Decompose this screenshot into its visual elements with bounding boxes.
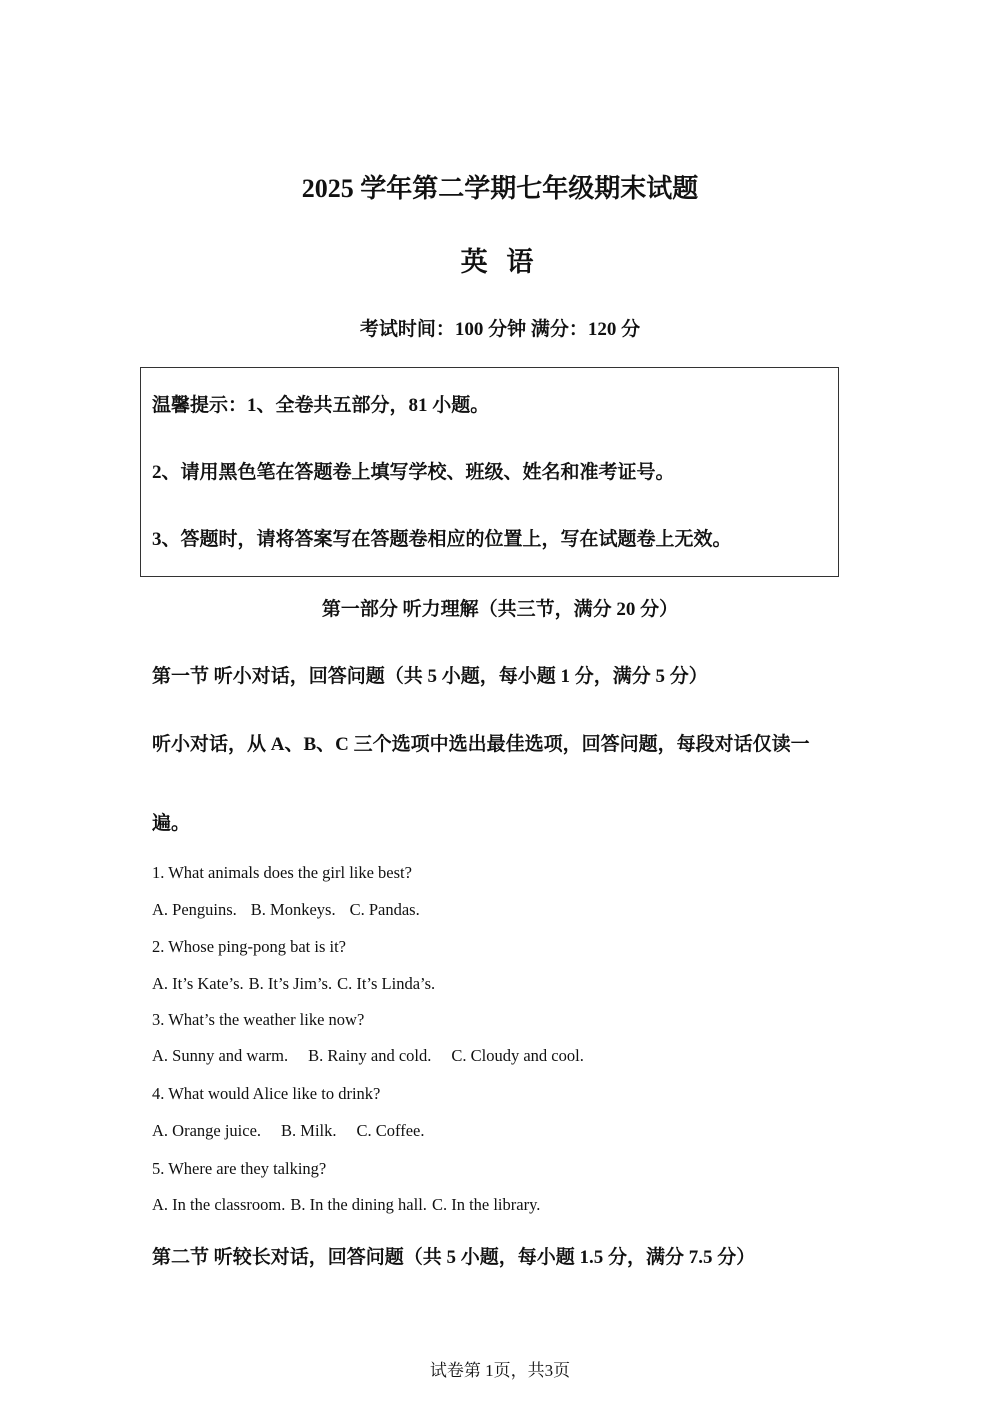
option-a: A. Penguins. (152, 900, 237, 919)
section-1-instruction: 听小对话，从 A、B、C 三个选项中选出最佳选项，回答问题，每段对话仅读一 (152, 734, 810, 755)
question-stem: 3. What’s the weather like now? (152, 1010, 365, 1029)
notice-line-2: 2、请用黑色笔在答题卷上填写学校、班级、姓名和准考证号。 (152, 462, 675, 483)
question-stem: 5. Where are they talking? (152, 1159, 327, 1178)
option-b: B. In the dining hall. (290, 1195, 427, 1214)
option-c: C. It’s Linda’s. (337, 974, 436, 993)
question-options (152, 1121, 425, 1141)
option-a: A. Orange juice. (152, 1121, 262, 1140)
section-2-title: 第二节 听较长对话，回答问题（共 5 小题，每小题 1.5 分，满分 7.5 分） (152, 1247, 756, 1268)
option-a: A. It’s Kate’s. (152, 974, 244, 993)
question-options (152, 974, 435, 994)
option-b: B. It’s Jim’s. (248, 974, 333, 993)
part-title: 第一部分 听力理解（共三节，满分 20 分） (321, 599, 679, 620)
notice-line-1: 温馨提示：1、全卷共五部分，81 小题。 (152, 395, 490, 416)
section-1-title: 第一节 听小对话，回答问题（共 5 小题，每小题 1 分，满分 5 分） (152, 666, 708, 687)
option-c: C. Pandas. (349, 900, 420, 919)
subject-title: 英 语 (460, 247, 540, 277)
option-c: C. Coffee. (356, 1121, 425, 1140)
option-b: B. Rainy and cold. (308, 1046, 432, 1065)
option-c: C. Cloudy and cool. (451, 1046, 584, 1065)
question-options (152, 1195, 540, 1215)
option-b: B. Monkeys. (250, 900, 336, 919)
exam-title: 2025 学年第二学期七年级期末试题 (301, 174, 699, 203)
option-a: A. In the classroom. (152, 1195, 286, 1214)
question-stem: 4. What would Alice like to drink? (152, 1084, 381, 1103)
option-b: B. Milk. (281, 1121, 337, 1140)
question-options (152, 1046, 584, 1066)
page-footer: 试卷第 1页，共3页 (429, 1361, 571, 1380)
question-options (152, 900, 420, 920)
section-1-instruction-cont: 遍。 (152, 813, 191, 834)
question-stem: 1. What animals does the girl like best? (152, 863, 412, 882)
notice-line-3: 3、答题时，请将答案写在答题卷相应的位置上，写在试题卷上无效。 (152, 529, 732, 550)
exam-info: 考试时间：100 分钟 满分：120 分 (359, 319, 641, 340)
notice-box (140, 367, 839, 577)
option-a: A. Sunny and warm. (152, 1046, 289, 1065)
option-c: C. In the library. (431, 1195, 541, 1214)
question-stem: 2. Whose ping-pong bat is it? (152, 937, 347, 956)
